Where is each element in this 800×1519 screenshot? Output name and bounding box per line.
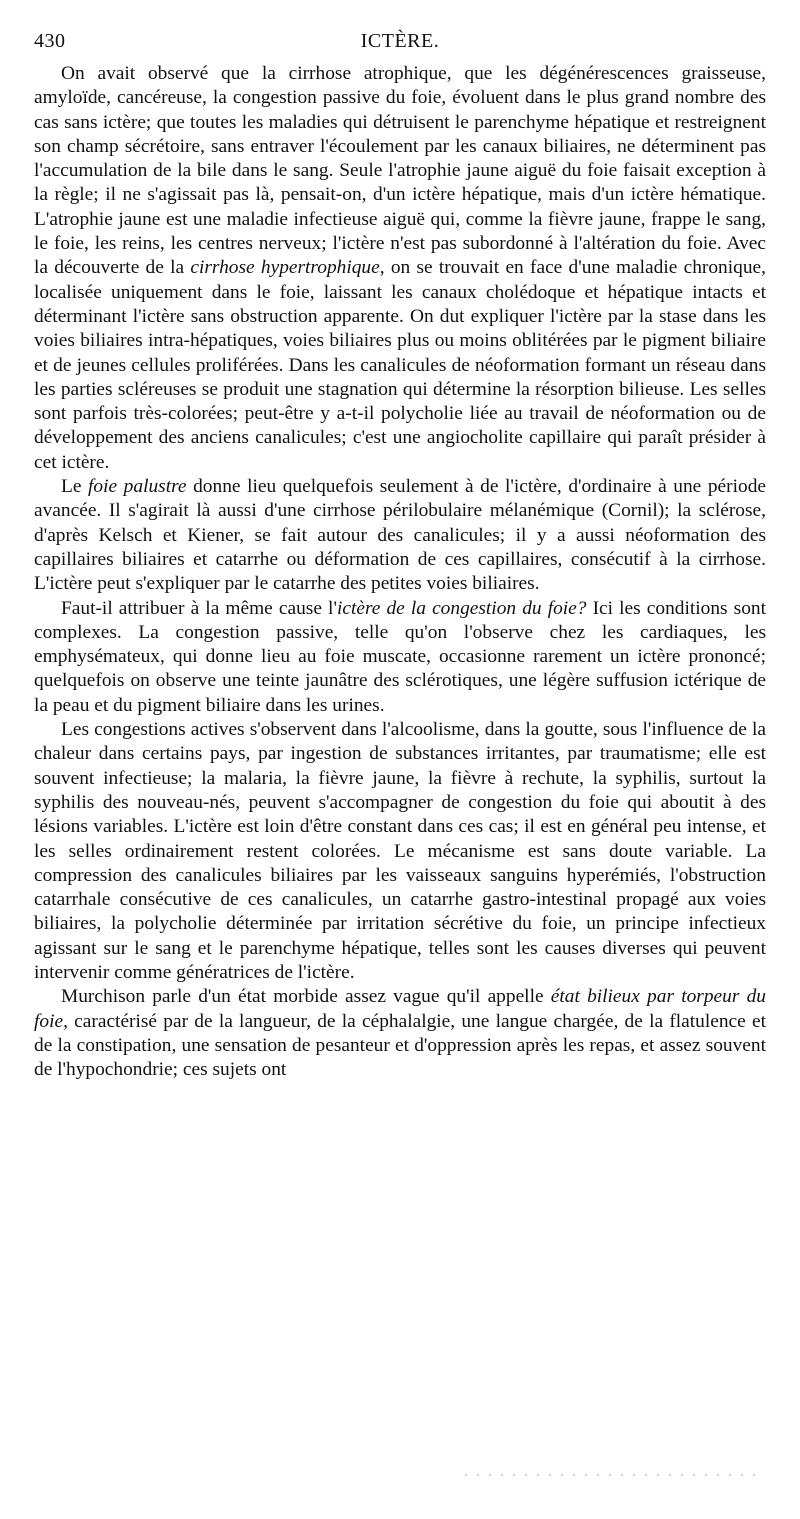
paragraph-1-italic: cirrhose hypertrophique: [190, 257, 380, 279]
paragraph-1: [34, 62, 766, 475]
running-head: ICTÈRE.: [360, 30, 440, 52]
body-text: [34, 62, 766, 1082]
paragraph-3-text: Faut-il attribuer à la même cause l': [61, 597, 337, 619]
book-page: [34, 26, 766, 1082]
page-number: 430: [34, 30, 66, 52]
paragraph-2-text: Le: [61, 476, 89, 498]
paragraph-2-italic: foie palustre: [88, 476, 187, 498]
page-header: [34, 26, 766, 56]
paragraph-1-text: On avait observé que la cirrhose atrophique, que les dégénérescences graisseuse, amyloïde, cancéreuse, la congestion passive du foie, évoluent dans le plus grand nombre des cas sans ictère; que toutes les maladies qui détruisent le parenchyme hépatique et restreignent son champ sécrétoire, sans entraver l'écoulement par les canaux biliaires, ne déterminent pas l'accumulation de la bile dans le sang. Seule l'atrophie jaune aiguë du foie faisait exception à la règle; il ne s'agissait pas là, pensait-on, d'un ictère hépatique, mais d'un ictère hématique. L'atrophie jaune est une maladie infectieuse aiguë qui, comme la fièvre jaune, frappe le sang, le foie, les reins, les centres nerveux; l'ictère n'est pas subordonné à l'altération du foie. Avec la découverte de la: [34, 63, 766, 279]
paragraph-5: [34, 985, 766, 1082]
paragraph-4-text: Les congestions actives s'observent dans l'alcoolisme, dans la goutte, sous l'influence de la chaleur dans certains pays, par ingestion de substances irritantes, par traumatisme; elle est souvent infectieuse; la malaria, la fièvre jaune, la fièvre à rechute, la syphilis, surtout la syphilis des nouveau-nés, peuvent s'accompagner de congestion du foie qui aboutit à des lésions variables. L'ictère est loin d'être constant dans ces cas; il est en général peu intense, et les selles ordinairement restent colorées. Le mécanisme est sans doute variable. La compression des canalicules biliaires par les vaisseaux sanguins hyperémiés, l'obstruction catarrhale consécutive de ces canalicules, un catarrhe gastro-intestinal propagé aux voies biliaires, la polycholie déterminée par irritation sécrétive du foie, un principe infectieux agissant sur le sang et le parenchyme hépatique, telles sont les causes diverses qui peuvent intervenir comme génératrices de l'ictère.: [34, 719, 766, 983]
paragraph-3: [34, 597, 766, 718]
paragraph-5-italic: état bilieux par torpeur du foie: [34, 986, 766, 1032]
paragraph-5-text-cont: , caractérisé par de la langueur, de la céphalalgie, une langue chargée, de la flatulence et de la constipation, une sensation de pesanteur et d'oppression après les repas, et assez souvent de l'hypochondrie; ces sujets ont: [34, 1010, 766, 1081]
scan-noise-marks: [460, 1472, 760, 1478]
paragraph-3-italic: ictère de la congestion du foie?: [336, 597, 587, 619]
paragraph-1-text-cont: , on se trouvait en face d'une maladie chronique, localisée uniquement dans le foie, laissant les canaux cholédoque et hépatique intacts et déterminant l'ictère sans obstruction apparente. On dut expliquer l'ictère par la stase dans les voies biliaires intra-hépatiques, voies biliaires plus ou moins oblitérées par le pigment biliaire et de jeunes cellules proliférées. Dans les canalicules de néoformation formant un réseau dans les parties scléreuses se produit une stagnation qui détermine la résorption bilieuse. Les selles sont parfois très-colorées; peut-être y a-t-il polycholie liée au travail de néoformation ou de développement des anciens canalicules; c'est une angiocholite capillaire qui paraît présider à cet ictère.: [34, 257, 766, 473]
paragraph-4: [34, 718, 766, 985]
paragraph-2: [34, 475, 766, 596]
paragraph-5-text: Murchison parle d'un état morbide assez vague qu'il appelle: [61, 986, 551, 1008]
paragraph-2-text-cont: donne lieu quelquefois seulement à de l'ictère, d'ordinaire à une période avancée. Il s'agirait là aussi d'une cirrhose périlobulaire mélanémique (Cornil); la sclérose, d'après Kelsch et Kiener, se fait autour des canalicules; il y a aussi néoformation des capillaires biliaires et catarrhe ou déformation de ces capillaires, consécutif à la cirrhose. L'ictère peut s'expliquer par le catarrhe des petites voies biliaires.: [34, 476, 766, 595]
paragraph-3-text-cont: Ici les conditions sont complexes. La congestion passive, telle qu'on l'observe chez les cardiaques, les emphysémateux, qui donne lieu au foie muscate, occasionne rarement un ictère prononcé; quelquefois on observe une teinte jaunâtre des sclérotiques, une légère suffusion ictérique de la peau et du pigment biliaire dans les urines.: [34, 597, 766, 716]
